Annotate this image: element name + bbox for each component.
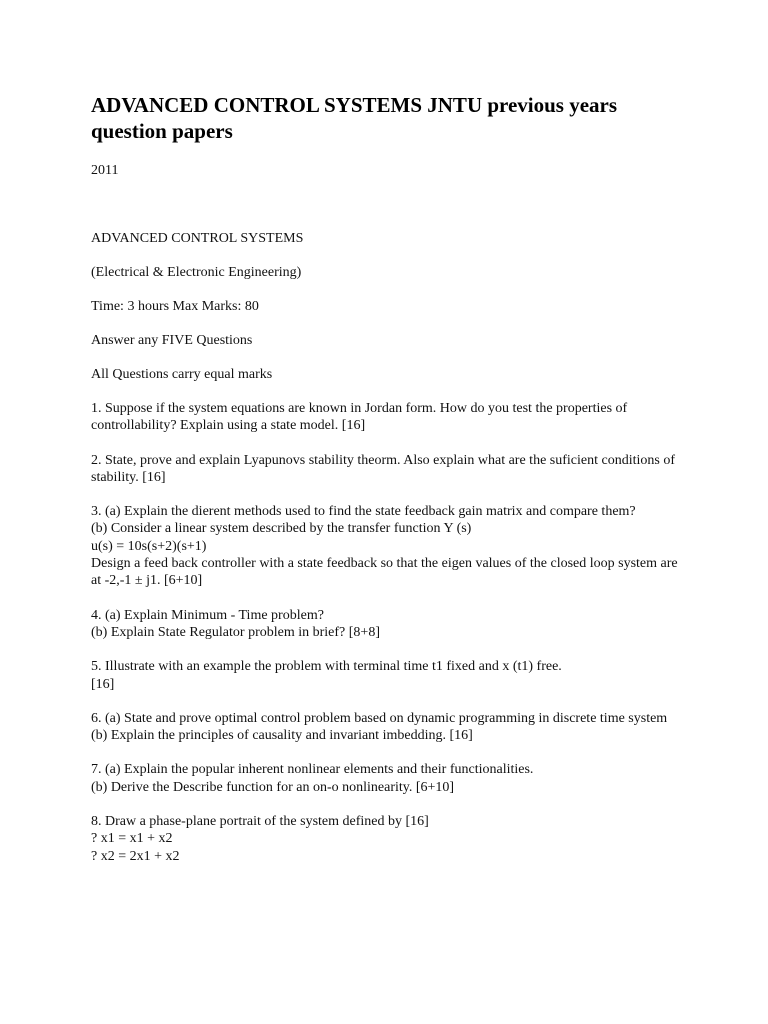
- question-line: 7. (a) Explain the popular inherent nonlinear elements and their functionalities.: [91, 762, 534, 778]
- question-line: Design a feed back controller with a state feedback so that the eigen values of the closed loop system are at -2,-1 ± j1. [6+10]: [91, 556, 678, 589]
- question-line: (b) Derive the Describe function for an on-o nonlinearity. [6+10]: [91, 779, 455, 795]
- question-line: 3. (a) Explain the dierent methods used to find the state feedback gain matrix and compare them?: [91, 504, 636, 520]
- question-line: [16]: [91, 676, 115, 692]
- question-line: (b) Explain State Regulator problem in brief? [8+8]: [91, 624, 380, 640]
- question-line: 4. (a) Explain Minimum - Time problem?: [91, 607, 324, 623]
- question-4: [91, 607, 691, 642]
- question-line: 6. (a) State and prove optimal control problem based on dynamic programming in discrete time system: [91, 710, 668, 726]
- exam-subject: ADVANCED CONTROL SYSTEMS: [91, 231, 304, 246]
- exam-instruction-answer: Answer any FIVE Questions: [91, 333, 253, 348]
- question-5: [91, 658, 691, 693]
- question-2: [91, 452, 691, 487]
- document-year: 2011: [91, 163, 119, 178]
- exam-department: (Electrical & Electronic Engineering): [91, 265, 302, 280]
- question-6: [91, 710, 691, 745]
- question-line: 1. Suppose if the system equations are known in Jordan form. How do you test the properties of controllability? Explain using a state model. [16]: [91, 401, 628, 434]
- question-line: (b) Consider a linear system described by the transfer function Y (s): [91, 521, 472, 537]
- question-1: [91, 400, 691, 435]
- document-body: [91, 230, 691, 882]
- question-line: 2. State, prove and explain Lyapunovs stability theorm. Also explain what are the suficient conditions of stability. [16]: [91, 452, 675, 485]
- question-line: 5. Illustrate with an example the problem with terminal time t1 fixed and x (t1) free.: [91, 659, 562, 675]
- question-3: [91, 503, 691, 589]
- question-8: [91, 813, 691, 865]
- question-line: u(s) = 10s(s+2)(s+1): [91, 538, 207, 554]
- question-line: (b) Explain the principles of causality and invariant imbedding. [16]: [91, 728, 473, 744]
- question-7: [91, 761, 691, 796]
- document-page: [91, 92, 691, 864]
- exam-time-marks: Time: 3 hours Max Marks: 80: [91, 299, 259, 314]
- question-line: 8. Draw a phase-plane portrait of the system defined by [16]: [91, 814, 429, 830]
- document-title: ADVANCED CONTROL SYSTEMS JNTU previous years question papers: [91, 93, 618, 143]
- question-line: ? x1 = x1 + x2: [91, 831, 173, 847]
- exam-instruction-marks: All Questions carry equal marks: [91, 367, 273, 382]
- question-line: ? x2 = 2x1 + x2: [91, 848, 180, 864]
